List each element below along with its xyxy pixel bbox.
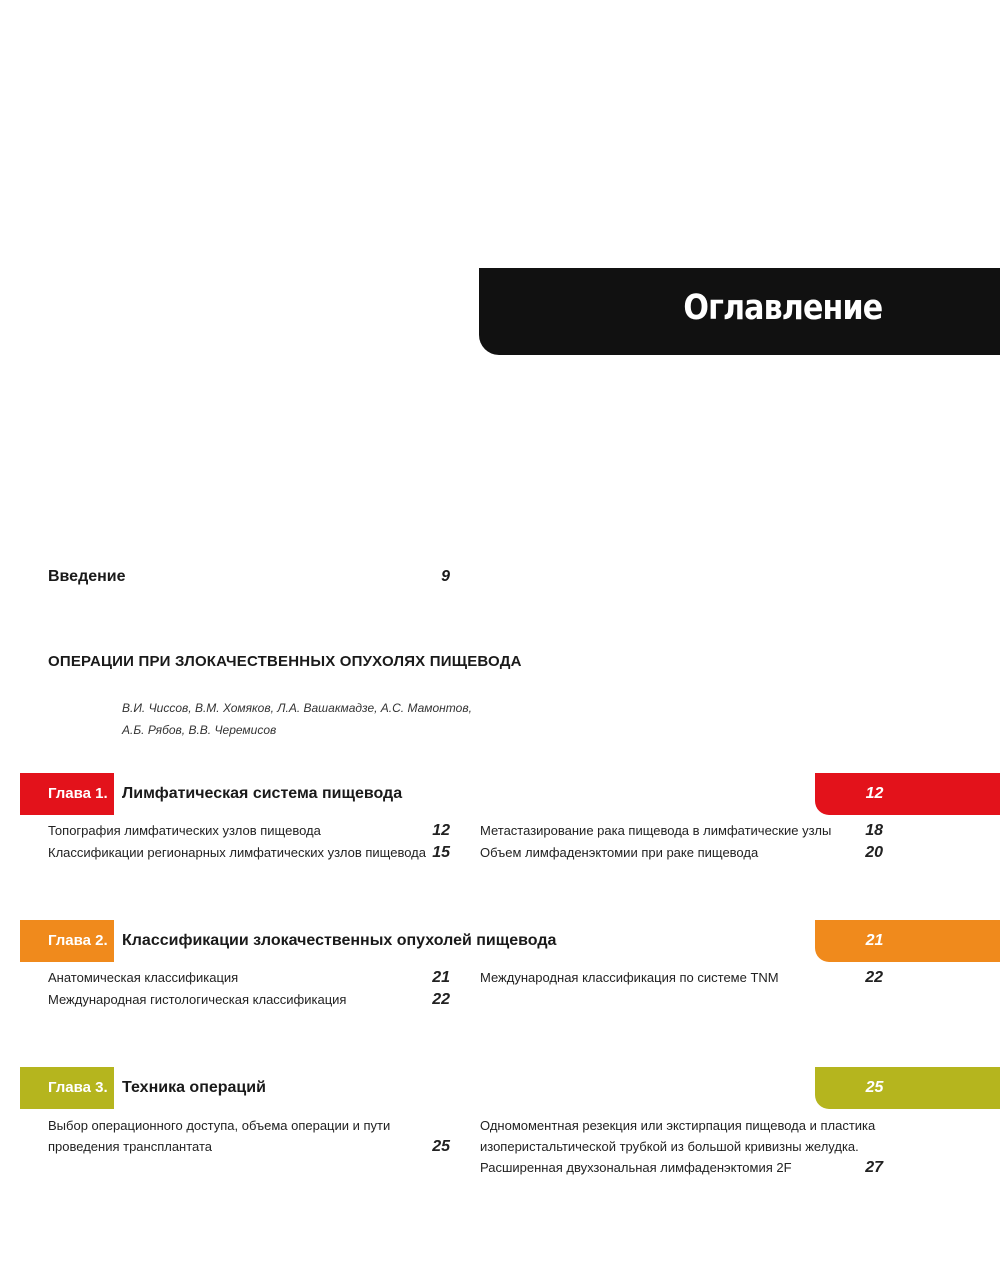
chapter-3-label: Глава 3. — [20, 1067, 114, 1109]
toc-entry[interactable] — [48, 1115, 450, 1157]
toc-entry[interactable] — [48, 842, 450, 864]
chapter-3-right-entries — [480, 1115, 883, 1178]
toc-entry[interactable] — [48, 989, 450, 1011]
toc-entry[interactable] — [48, 820, 450, 842]
chapter-3-title: Техника операций — [122, 1079, 266, 1096]
entry-title-line: Выбор операционного доступа, объема операции и пути — [48, 1118, 391, 1133]
entry-title: Анатомическая классификация — [48, 970, 239, 985]
toc-entry[interactable] — [480, 820, 883, 842]
intro-page: 9 — [441, 568, 450, 585]
entry-title-line: Расширенная двухзональная лимфаденэктомия 2F — [480, 1160, 792, 1175]
entry-title: Метастазирование рака пищевода в лимфатические узлы — [480, 823, 832, 838]
authors-line: В.И. Чиссов, В.М. Хомяков, Л.А. Вашакмадзе, А.С. Мамонтов, — [122, 701, 472, 715]
entry-page: 22 — [865, 969, 883, 986]
entry-page: 22 — [432, 991, 450, 1008]
chapter-3-header[interactable] — [0, 1067, 1000, 1109]
entry-page: 20 — [865, 844, 883, 861]
chapter-2-header[interactable] — [0, 920, 1000, 962]
entry-title: Международная гистологическая классификация — [48, 992, 347, 1007]
toc-entry[interactable] — [48, 967, 450, 989]
chapter-1-label: Глава 1. — [20, 773, 114, 815]
chapter-2-left-entries — [48, 967, 450, 1011]
chapter-2-label: Глава 2. — [20, 920, 114, 962]
intro-label: Введение — [48, 568, 126, 585]
page-title: Оглавление — [683, 288, 882, 328]
toc-entry[interactable] — [480, 842, 883, 864]
authors-line: А.Б. Рябов, В.В. Черемисов — [122, 723, 277, 737]
entry-page: 18 — [865, 822, 883, 839]
chapter-2-page: 21 — [815, 920, 1000, 962]
section-authors — [122, 697, 472, 741]
entry-page: 21 — [432, 969, 450, 986]
chapter-2-title: Классификации злокачественных опухолей пищевода — [122, 932, 557, 949]
chapter-1-page: 12 — [815, 773, 1000, 815]
entry-title: Топография лимфатических узлов пищевода — [48, 823, 321, 838]
entry-title-line: проведения трансплантата — [48, 1139, 213, 1154]
entry-title: Международная классификация по системе TNM — [480, 970, 779, 985]
title-banner — [479, 268, 1000, 355]
entry-title-line: Одномоментная резекция или экстирпация пищевода и пластика — [480, 1118, 876, 1133]
toc-entry[interactable] — [480, 1115, 883, 1178]
toc-entry-intro[interactable] — [48, 568, 450, 590]
entry-page: 25 — [432, 1138, 450, 1155]
chapter-3-left-entries — [48, 1115, 450, 1157]
chapter-1-title: Лимфатическая система пищевода — [122, 785, 403, 802]
chapter-1-right-entries — [480, 820, 883, 864]
chapter-3-page: 25 — [815, 1067, 1000, 1109]
chapter-1-left-entries — [48, 820, 450, 864]
chapter-1-header[interactable] — [0, 773, 1000, 815]
entry-title: Объем лимфаденэктомии при раке пищевода — [480, 845, 759, 860]
entry-title-line: изоперистальтической трубкой из большой кривизны желудка. — [480, 1139, 859, 1154]
entry-page: 15 — [432, 844, 450, 861]
section-heading: ОПЕРАЦИИ ПРИ ЗЛОКАЧЕСТВЕННЫХ ОПУХОЛЯХ ПИЩЕВОДА — [48, 653, 522, 670]
entry-page: 12 — [432, 822, 450, 839]
toc-entry[interactable] — [480, 967, 883, 989]
chapter-2-right-entries — [480, 967, 883, 989]
entry-title: Классификации регионарных лимфатических узлов пищевода — [48, 845, 426, 860]
entry-page: 27 — [865, 1159, 883, 1176]
